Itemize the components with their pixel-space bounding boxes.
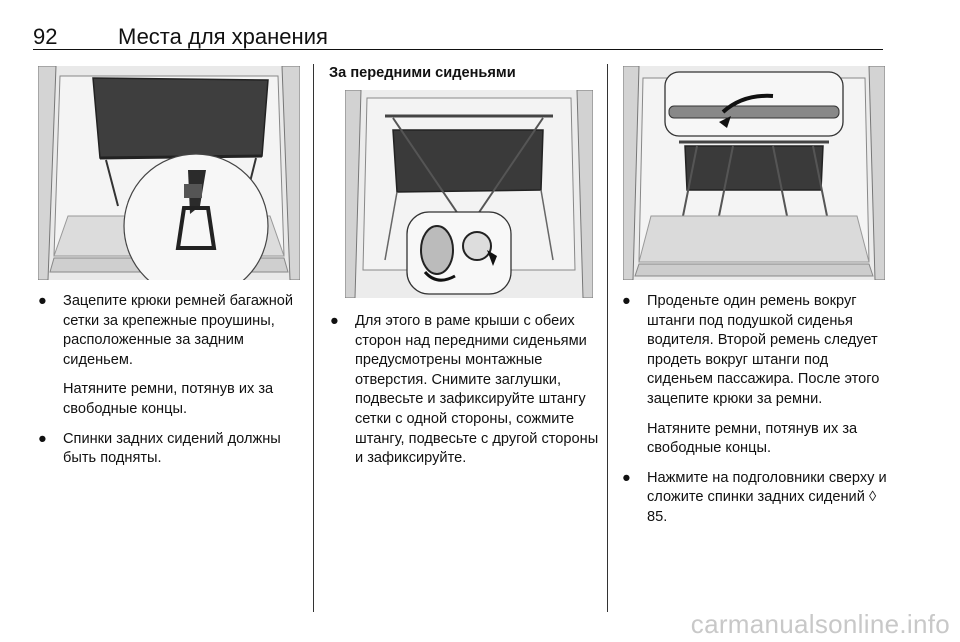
figure-strap-under-seat (623, 66, 885, 280)
page-title: Места для хранения (118, 24, 328, 49)
column-1-text (38, 292, 306, 479)
list-item-text: Спинки задних сидений должны быть подняты. (63, 430, 281, 467)
list-item-text: Нажмите на подголовники сверху и сложите спинки задних сидений (647, 469, 887, 506)
list-item-text: Для этого в раме крыши с обеих сторон над передними сиденьями предусмотрены монтажные отверстия. Снимите заглушки, подвесьте и зафиксируйте штангу сетки с одной стороны, сожмите штангу, подвесьте с другой стороны и зафиксируйте. (355, 313, 599, 467)
header-rule (33, 49, 883, 50)
column-divider-2 (607, 64, 608, 612)
list-item-followup: Натяните ремни, потянув их за свободные концы. (63, 381, 274, 417)
list-item (622, 292, 892, 410)
list-item (330, 312, 600, 469)
page-reference-link[interactable]: 85. (647, 508, 668, 525)
figure-cargo-net-rear-hooks (38, 66, 300, 280)
bullet-icon: ● (330, 313, 339, 329)
column-3-text (622, 292, 892, 538)
list-item-text: Проденьте один ремень вокруг штанги под подушкой сиденья водителя. Второй ремень следует продеть вокруг штанги под сиденьем пассажира. После этого зацепите крюки за ремни. (647, 293, 880, 407)
list-item-followup: Натяните ремни, потянув их за свободные концы. (647, 420, 858, 457)
column-divider-1 (313, 64, 314, 612)
column-2-text (330, 312, 600, 479)
bullet-icon: ● (38, 293, 47, 309)
section-heading: За передними сиденьями (329, 65, 516, 81)
list-item-text: Зацепите крюки ремней багажной сетки за крепежные проушины, расположенные за задним сиденьем. (63, 293, 294, 368)
figure-net-mounting-holes (345, 90, 593, 298)
list-item (38, 292, 306, 370)
list-item (38, 430, 306, 469)
watermark: carmanualsonline.info (690, 609, 950, 639)
page-number: 92 (33, 24, 58, 49)
bullet-icon: ● (622, 469, 631, 486)
list-item (622, 469, 892, 528)
page-reference-icon[interactable]: ◊ (868, 489, 877, 506)
bullet-icon: ● (38, 430, 47, 447)
bullet-icon: ● (622, 293, 631, 309)
